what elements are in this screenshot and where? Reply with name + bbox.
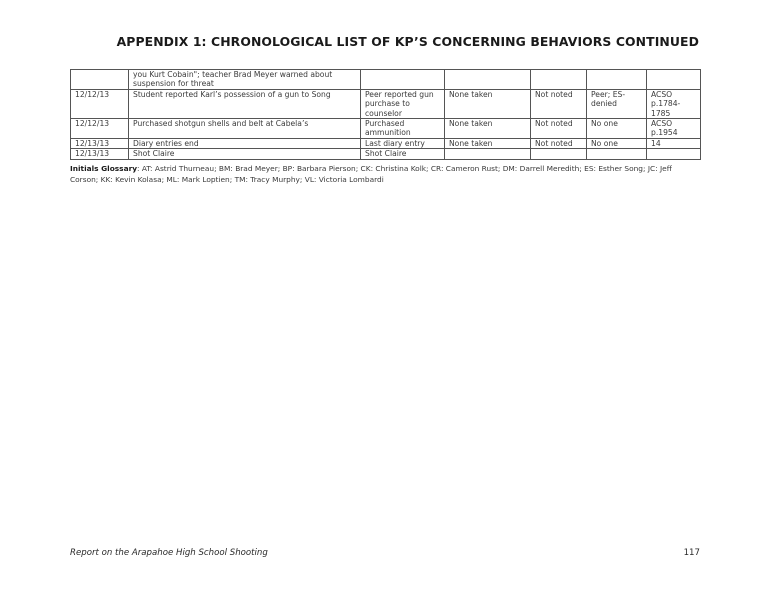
page-title: APPENDIX 1: CHRONOLOGICAL LIST OF KP’S CONCERNING BEHAVIORS CONTINUED [116, 34, 699, 49]
table-cell-category: Shot Claire [361, 149, 445, 159]
table-cell-action: None taken [445, 119, 531, 139]
table-cell-category: Peer reported gun purchase to counselor [361, 89, 445, 118]
table-cell-reporter: No one [587, 138, 647, 148]
table-cell-date: 12/13/13 [71, 149, 129, 159]
table-cell-behavior: Purchased shotgun shells and belt at Cabela’s [129, 119, 361, 139]
table-row [71, 89, 701, 118]
table-cell-source: 14 [647, 138, 701, 148]
glossary-label: Initials Glossary [70, 164, 138, 173]
table-cell-reporter [587, 70, 647, 90]
table-cell-source [647, 149, 701, 159]
table-row [71, 138, 701, 148]
table-cell-action: None taken [445, 89, 531, 118]
table-cell-reporter: No one [587, 119, 647, 139]
glossary-text: : AT: Astrid Thurneau; BM: Brad Meyer; BP: Barbara Pierson; CK: Christina Kolk; CR: Cameron Rust; DM: Darrell Meredith; ES: Esther Song; JC: Jeff Corson; KK: Kevin Kolasa; ML: Mark Loptien; TM: Tracy Murphy; VL: Victoria Lombardi [70, 164, 672, 184]
table-cell-date [71, 70, 129, 90]
table-cell-status [531, 149, 587, 159]
table-cell-action: None taken [445, 138, 531, 148]
table-cell-source: ACSO p.1784-1785 [647, 89, 701, 118]
initials-glossary [70, 164, 702, 185]
table-cell-date: 12/13/13 [71, 138, 129, 148]
table-cell-date: 12/12/13 [71, 89, 129, 118]
table-row [71, 149, 701, 159]
table-cell-reporter: Peer; ES-denied [587, 89, 647, 118]
table-cell-behavior: Diary entries end [129, 138, 361, 148]
table-cell-category [361, 70, 445, 90]
table-cell-reporter [587, 149, 647, 159]
table-cell-category: Last diary entry [361, 138, 445, 148]
table-cell-source: ACSO p.1954 [647, 119, 701, 139]
report-title-footer: Report on the Arapahoe High School Shooting [70, 548, 268, 558]
table-cell-behavior: Shot Claire [129, 149, 361, 159]
table-cell-action [445, 149, 531, 159]
table-cell-behavior: Student reported Karl’s possession of a gun to Song [129, 89, 361, 118]
table-cell-source [647, 70, 701, 90]
table-cell-behavior: you Kurt Cobain"; teacher Brad Meyer warned about suspension for threat [129, 70, 361, 90]
table-cell-status: Not noted [531, 138, 587, 148]
table-cell-date: 12/12/13 [71, 119, 129, 139]
table-row [71, 119, 701, 139]
table-cell-status [531, 70, 587, 90]
behavior-table [70, 69, 701, 160]
table-cell-category: Purchased ammunition [361, 119, 445, 139]
table-cell-status: Not noted [531, 89, 587, 118]
table-row [71, 70, 701, 90]
table-cell-action [445, 70, 531, 90]
page-number: 117 [683, 548, 700, 558]
table-cell-status: Not noted [531, 119, 587, 139]
